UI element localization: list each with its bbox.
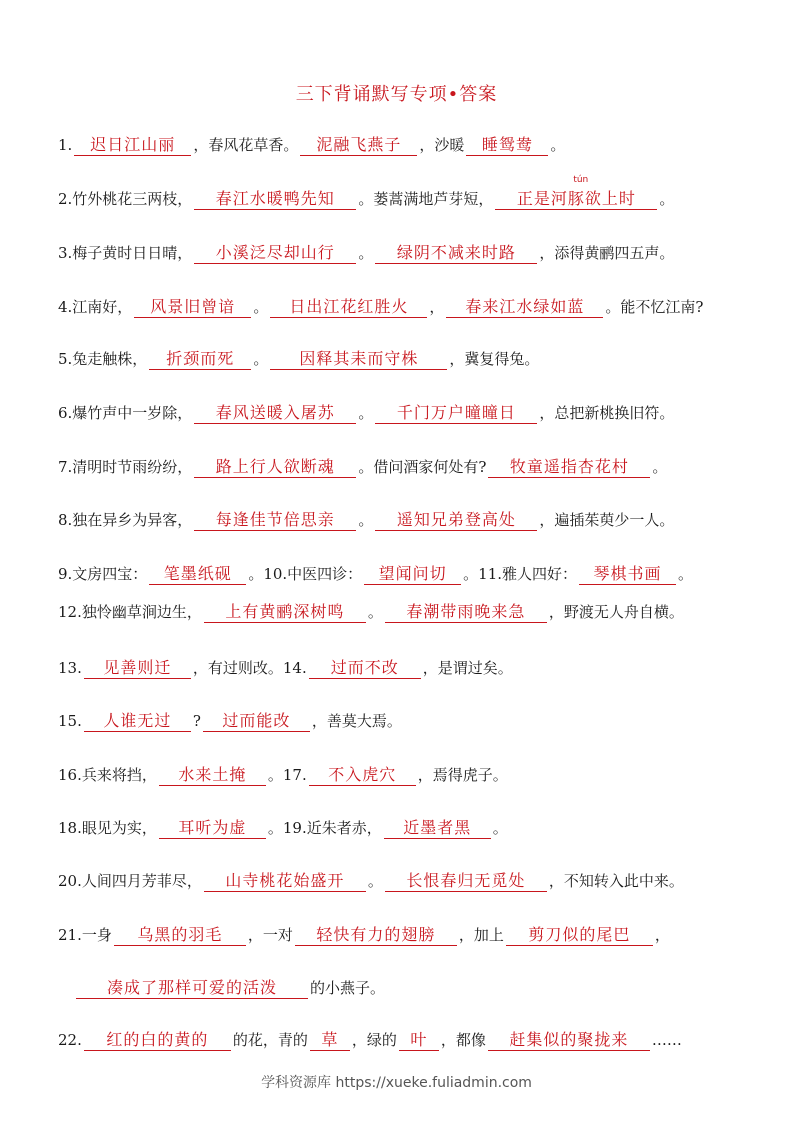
item-text: 。 [253,350,269,368]
item-text: 。 [550,136,566,154]
item-text: 。 [358,511,374,529]
item-prefix: 2.竹外桃花三两枝， [58,190,193,208]
item-text: 。19.近朱者赤， [267,819,382,837]
item-prefix: 7.清明时节雨纷纷， [58,458,193,476]
item-20 [58,866,763,896]
answer-blank: 折颈而死 [149,349,251,370]
item-text: ，野渡无人舟自横。 [548,603,684,621]
answer-blank: 上有黄鹂深树鸣 [204,602,366,623]
answer-blank: 山寺桃花始盛开 [204,871,366,892]
answer-blank: 牧童遥指杏花村 [488,457,650,478]
answer-blank: 凑成了那样可爱的活泼 [76,978,308,999]
item-text: ，有过则改。14. [192,659,307,677]
item-text: ，添得黄鹂四五声。 [539,244,675,262]
item-text: 的花，青的 [232,1031,308,1049]
item-prefix: 8.独在异乡为异客， [58,511,193,529]
answer-blank: 笔墨纸砚 [149,564,246,585]
item-text: …… [651,1031,682,1049]
item-prefix: 15. [58,712,82,730]
item-text: ，绿的 [351,1031,397,1049]
answer-blank: 迟日江山丽 [74,135,191,156]
item-16-17 [58,760,763,790]
answer-blank: 红的白的黄的 [84,1030,231,1051]
item-2 [58,175,763,214]
item-text: ， [654,926,670,944]
item-8 [58,505,763,535]
item-text: ， [429,298,445,316]
item-text: 的小燕子。 [310,979,386,997]
answer-blank: 春江水暖鸭先知 [194,189,356,210]
item-text: ，是谓过矣。 [422,659,513,677]
item-text: ，焉得虎子。 [417,766,508,784]
item-text: 。 [492,819,508,837]
item-text: 。 [367,872,383,890]
item-text: 。借问酒家何处有? [358,458,487,476]
item-text: 。 [358,244,374,262]
item-3 [58,238,763,268]
item-21-continued [74,973,763,1003]
item-prefix: 3.梅子黄时日日晴， [58,244,193,262]
answer-blank: 绿阴不减来时路 [375,243,537,264]
item-text: 。 [367,603,383,621]
answer-blank: 望闻问切 [364,564,461,585]
item-prefix: 6.爆竹声中一岁除， [58,404,193,422]
answer-blank: 耳听为虚 [159,818,266,839]
item-5 [58,344,763,374]
item-text: ? [192,712,201,730]
item-prefix: 12.独怜幽草涧边生， [58,603,202,621]
answer-blank: 长恨春归无觅处 [385,871,547,892]
item-text: ，善莫大焉。 [311,712,402,730]
item-prefix: 4.江南好， [58,298,133,316]
answer-blank: 过而不改 [309,658,421,679]
item-text: 。17. [267,766,307,784]
answer-blank: 过而能改 [203,711,310,732]
answer-blank: 因释其耒而守株 [270,349,447,370]
answer-text: 正是河豚欲上时 [516,189,636,208]
item-text: 。 [652,458,668,476]
item-9-11 [58,559,763,589]
footer-source: 学科资源库 https://xueke.fuliadmin.com [261,1075,532,1091]
item-text: ，一对 [247,926,293,944]
item-text: 。能不忆江南? [605,298,704,316]
item-text: 。 [358,404,374,422]
item-text: ，加上 [458,926,504,944]
item-text: ，沙暖 [419,136,465,154]
answer-blank: 春风送暖入屠苏 [194,403,356,424]
item-text: ，春风花草香。 [193,136,299,154]
answer-blank: 不入虎穴 [309,765,416,786]
item-prefix: 20.人间四月芳菲尽， [58,872,202,890]
item-13-14 [58,653,763,683]
answer-blank [495,175,657,210]
item-prefix: 16.兵来将挡， [58,766,157,784]
item-text: ，都像 [440,1031,486,1049]
item-prefix: 22. [58,1031,82,1049]
item-text: 。蒌蒿满地芦芽短， [358,190,494,208]
item-6 [58,398,763,428]
item-prefix: 9.文房四宝： [58,565,148,583]
item-text: 。 [678,565,694,583]
answer-blank: 轻快有力的翅膀 [295,925,457,946]
item-text: 。 [253,298,269,316]
answer-blank: 遥知兄弟登高处 [375,510,537,531]
answer-blank: 赶集似的聚拢来 [488,1030,650,1051]
item-text: 。11.雅人四好： [463,565,578,583]
answer-blank: 春潮带雨晚来急 [385,602,547,623]
item-7 [58,452,763,482]
item-text: 。10.中医四诊： [248,565,363,583]
answer-blank: 琴棋书画 [579,564,676,585]
answer-blank: 叶 [399,1030,439,1051]
item-text: 。 [659,190,675,208]
item-15 [58,706,763,736]
answer-blank: 路上行人欲断魂 [194,457,356,478]
item-prefix: 21.一身 [58,926,112,944]
item-21 [58,920,763,950]
item-prefix: 13. [58,659,82,677]
item-text: ，不知转入此中来。 [548,872,684,890]
answer-blank: 剪刀似的尾巴 [506,925,653,946]
item-22 [58,1025,763,1055]
answer-blank: 睡鸳鸯 [466,135,548,156]
item-text: ，遍插茱萸少一人。 [539,511,675,529]
answer-blank: 草 [310,1030,350,1051]
item-prefix: 5.兔走触株， [58,350,148,368]
page-title: 三下背诵默写专项•答案 [295,84,498,105]
answer-blank: 见善则迁 [84,658,191,679]
answer-blank: 近墨者黑 [384,818,491,839]
item-12 [58,597,763,627]
answer-blank: 泥融飞燕子 [300,135,417,156]
answer-blank: 日出江花红胜火 [270,297,427,318]
answer-blank: 春来江水绿如蓝 [446,297,603,318]
answer-blank: 小溪泛尽却山行 [194,243,356,264]
answer-blank: 人谁无过 [84,711,191,732]
item-1 [58,130,763,160]
pinyin-annotation: tún [573,175,589,185]
item-4 [58,292,763,322]
answer-blank: 水来土掩 [159,765,266,786]
item-18-19 [58,813,763,843]
answer-blank: 千门万户曈曈日 [375,403,537,424]
item-prefix: 18.眼见为实， [58,819,157,837]
answer-blank: 乌黑的羽毛 [114,925,246,946]
answer-blank: 每逢佳节倍思亲 [194,510,356,531]
item-prefix: 1. [58,136,73,154]
item-text: ，冀复得兔。 [449,350,540,368]
item-text: ，总把新桃换旧符。 [539,404,675,422]
answer-blank: 风景旧曾谙 [134,297,251,318]
